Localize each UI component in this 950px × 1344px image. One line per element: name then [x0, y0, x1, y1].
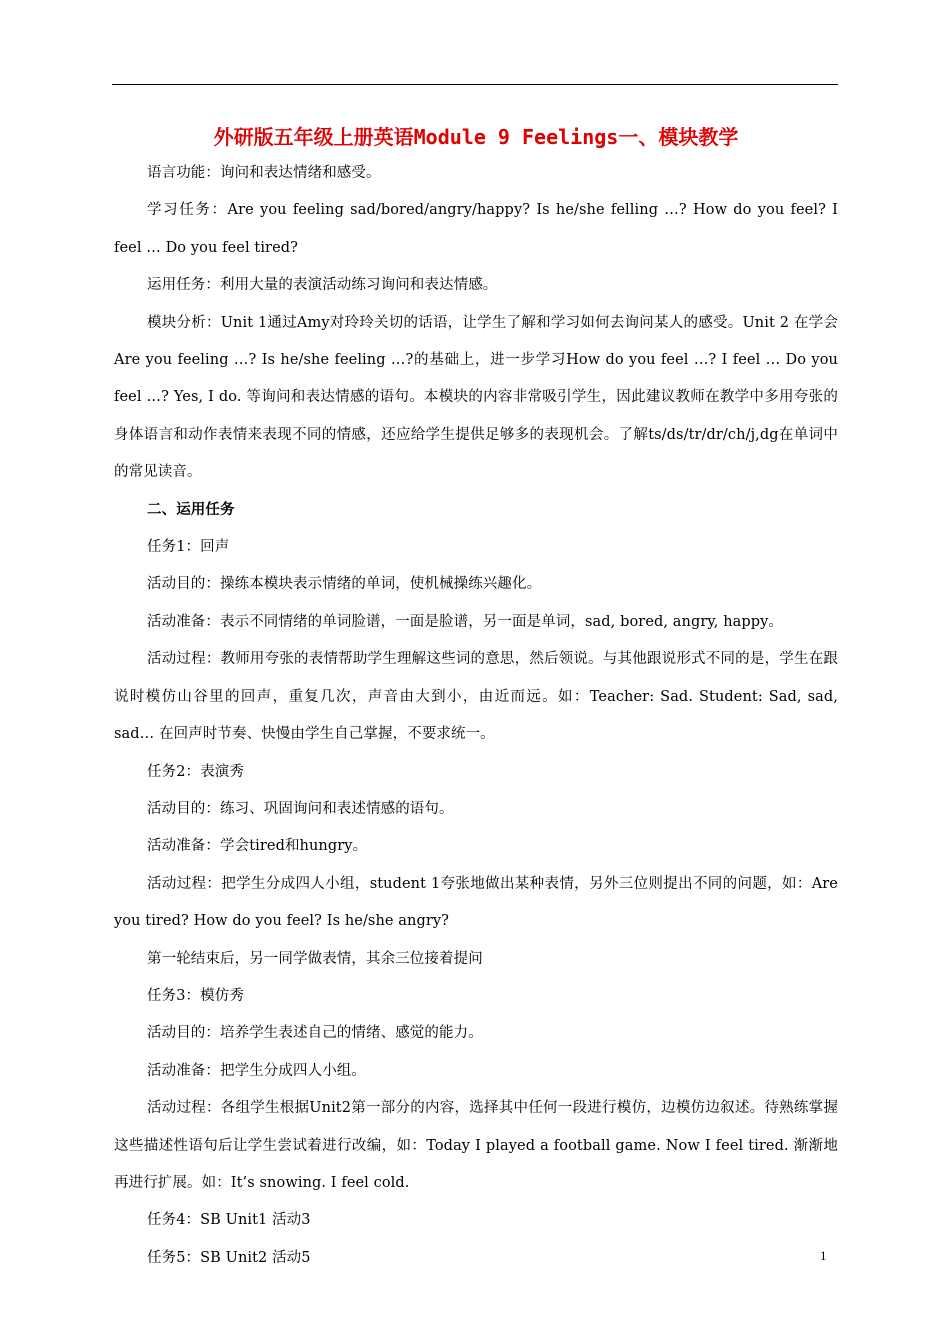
task2-preparation: 活动准备：学会tired和hungry。 [147, 838, 368, 855]
task1-process: 活动过程：教师用夸张的表情帮助学生理解这些词的意思，然后领说。与其他跟说形式不同的是，学生在跟说时模仿山谷里的回声，重复几次，声音由大到小，由近而远。如：Teacher: Sad. Student: Sad, sad, sad… 在回声时节奏、快慢由学生自己掌握，不要求统一。 [114, 651, 838, 743]
task2-process: 活动过程：把学生分成四人小组，student 1夸张地做出某种表情，另外三位则提出不同的问题，如：Are you tired? How do you feel? Is he/she angry? [114, 875, 838, 930]
para-language-function: 语言功能：询问和表达情绪和感受。 [147, 165, 381, 181]
task3-title: 任务3：模仿秀 [147, 987, 244, 1004]
task2-followup: 第一轮结束后，另一同学做表情，其余三位接着提问 [147, 950, 483, 967]
task4-title: 任务4：SB Unit1 活动3 [147, 1212, 311, 1229]
document-body [114, 120, 838, 1277]
task1-goal: 活动目的：操练本模块表示情绪的单词，使机械操练兴趣化。 [147, 576, 542, 593]
title-prefix: 外研版五年级上册英语 [213, 125, 414, 149]
task2-goal: 活动目的：练习、巩固询问和表述情感的语句。 [147, 800, 454, 817]
task2-title: 任务2：表演秀 [147, 763, 244, 780]
para-module-analysis: 模块分析：Unit 1通过Amy对玲玲关切的话语，让学生了解和学习如何去询问某人的感受。Unit 2 在学会Are you feeling …? Is he/she feeling …?的基础上，进一步学习How do you feel …? I feel … Do you feel …? Yes, I do. 等询问和表达情感的语句。本模块的内容非常吸引学生，因此建议教师在教学中多用夸张的身体语言和动作表情来表现不同的情感，还应给学生提供足够多的表现机会。了解ts/ds/tr/dr/ch/j,dg在单词中的常见读音。 [114, 314, 838, 481]
para-learning-tasks: 学习任务：Are you feeling sad/bored/angry/happy? Is he/she felling …? How do you feel? I feel … Do you feel tired? [114, 202, 838, 256]
task3-goal: 活动目的：培养学生表述自己的情绪、感觉的能力。 [147, 1025, 483, 1042]
task3-process: 活动过程：各组学生根据Unit2第一部分的内容，选择其中任何一段进行模仿，边模仿边叙述。待熟练掌握这些描述性语句后让学生尝试着进行改编，如：Today I played a football game. Now I feel tired. 渐渐地再进行扩展。如：It’s snowing. I feel cold. [114, 1100, 838, 1191]
document-title [114, 120, 838, 154]
para-application-tasks: 运用任务：利用大量的表演活动练习询问和表达情感。 [147, 277, 498, 294]
section-heading-application-tasks: 二、运用任务 [147, 501, 235, 518]
task1-title: 任务1：回声 [147, 539, 230, 556]
task1-preparation: 活动准备：表示不同情绪的单词脸谱，一面是脸谱，另一面是单词，sad, bored, angry, happy。 [147, 613, 784, 630]
title-module: Module 9 Feelings [413, 125, 619, 149]
header-rule [112, 84, 838, 85]
task5-title: 任务5：SB Unit2 活动5 [147, 1249, 311, 1266]
page-number: 1 [820, 1248, 827, 1263]
title-suffix: 一、模块教学 [618, 125, 739, 149]
task3-preparation: 活动准备：把学生分成四人小组。 [147, 1062, 366, 1079]
